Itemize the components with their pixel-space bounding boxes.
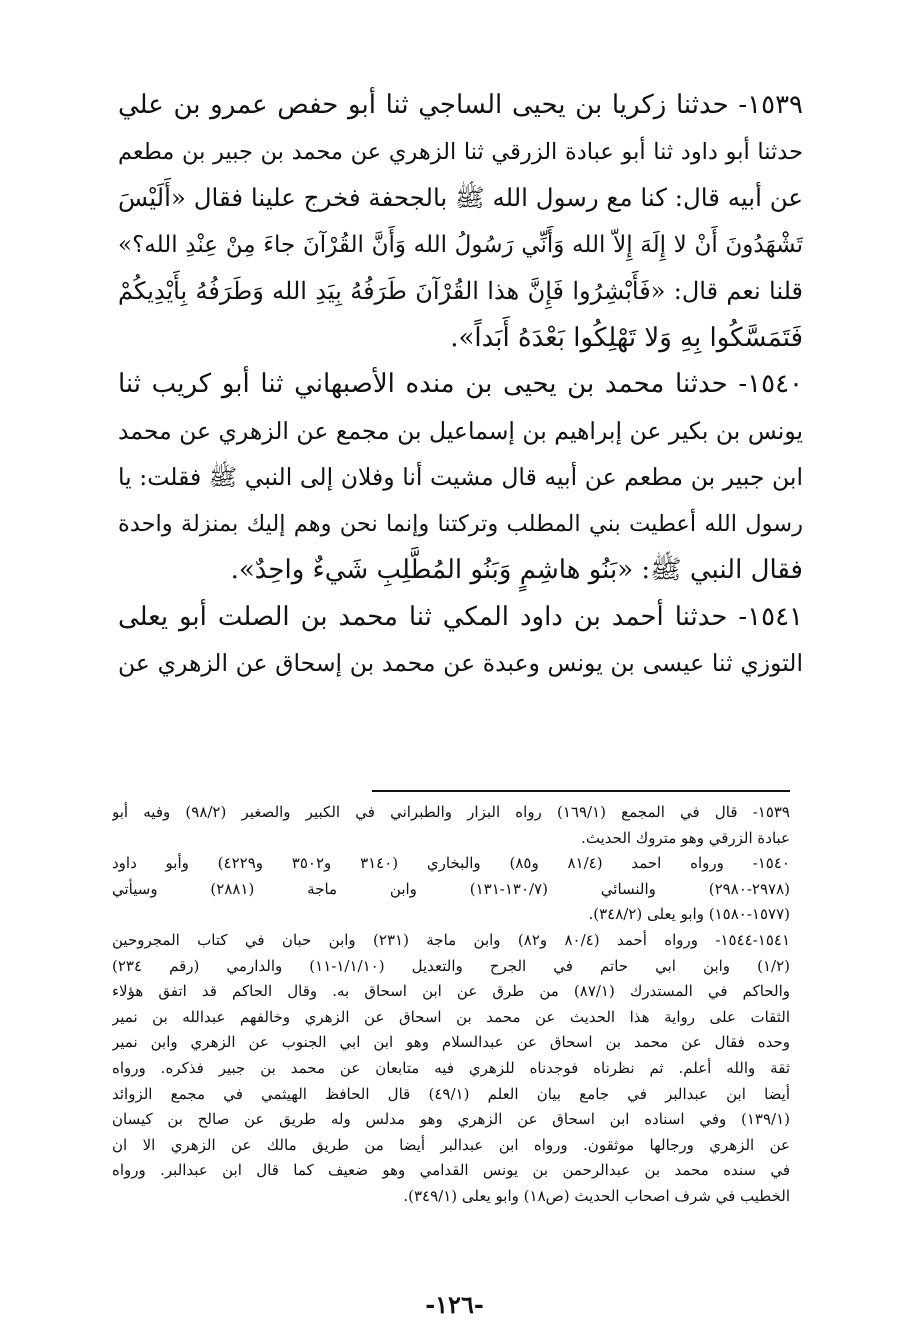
footnote-divider xyxy=(372,790,790,792)
footnote-line: والحاكم في المستدرك (٨٧/١) من طرق عن ابن اسحاق به. وقال الحاكم قد اتفق هؤلاء xyxy=(112,982,790,1001)
footnote-line: ١٥٤٠- ورواه احمد (٨١/٤ و٨٥) والبخاري (٣١٤٠ و٣٥٠٢ و٤٢٢٩) وأبو داود xyxy=(112,854,790,873)
footnote-line: الخطيب في شرف اصحاب الحديث (ص١٨) وابو يعلى (٣٤٩/١). xyxy=(403,1186,790,1205)
text-line: تَشْهَدُونَ أَنْ لا إِلَهَ إِلاّ الله وَأَنِّي رَسُولُ الله وَأَنَّ القُرْآنَ جاءَ مِنْ عِنْدِ الله؟» xyxy=(118,231,803,258)
main-text xyxy=(118,82,803,687)
text-line: حدثنا أبو داود ثنا أبو عبادة الزرقي ثنا الزهري عن محمد بن جبير بن مطعم xyxy=(118,138,803,165)
text-line: عن أبيه قال: كنا مع رسول الله ﷺ بالجحفة فخرج علينا فقال «أَلَيْسَ xyxy=(118,183,803,212)
text-line: فقال النبي ﷺ: «بَنُو هاشِمٍ وَبَنُو المُطَّلِبِ شَيءٌ واحِدٌ». xyxy=(230,555,803,585)
text-line: التوزي ثنا عيسى بن يونس وعبدة عن محمد بن إسحاق عن الزهري عن xyxy=(118,649,803,677)
footnote-line: ١٥٣٩- قال في المجمع (١٦٩/١) رواه البزار والطبراني في الكبير والصغير (٩٨/٢) وفيه أبو xyxy=(112,803,790,821)
text-line: ابن جبير بن مطعم عن أبيه قال مشيت أنا وفلان إلى النبي ﷺ فقلت: يا xyxy=(118,463,803,491)
footnote-line: (٢٩٧٨-٢٩٨٠) والنسائي (١٣٠/٧-١٣١) وابن ماجة (٢٨٨١) وسيأتي xyxy=(112,879,790,898)
footnotes xyxy=(112,800,790,1210)
text-line: ١٥٤٠- حدثنا محمد بن يحيى بن منده الأصبهاني ثنا أبو كريب ثنا xyxy=(118,369,803,399)
text-line: يونس بن بكير عن إبراهيم بن إسماعيل بن مجمع عن الزهري عن محمد xyxy=(118,416,803,445)
footnote-line: في سنده محمد بن عبدالرحمن بن يونس القدامي وهو ضعيف كما قال ابن عبدالبر. ورواه xyxy=(112,1161,790,1180)
text-line: قلنا نعم قال: «فَأَبْشِرُوا فَإِنَّ هذا القُرْآنَ طَرَفُهُ بِيَدِ الله وَطَرَفُهُ بِأَيْدِيكُمْ xyxy=(118,277,803,305)
footnote-line: ثقة والله أعلم. ثم نظرناه فوجدناه للزهري فيه متابعان عن محمد بن جبير فذكره. ورواه xyxy=(112,1058,790,1077)
footnote-line: (١٥٧٧-١٥٨٠) وابو يعلى (٣٤٨/٢). xyxy=(588,905,790,924)
footnote-line: وحده فقال عن محمد بن اسحاق عن عبدالسلام وهو ابن ابي الجنوب عن الزهري وابن نمير xyxy=(112,1033,790,1052)
text-line: ١٥٤١- حدثنا أحمد بن داود المكي ثنا محمد بن الصلت أبو يعلى xyxy=(118,601,803,632)
footnote-line: (١/٢) وابن ابي حاتم في الجرح والتعديل (١/١/١٠-١١) والدارمي (رقم ٢٣٤) xyxy=(112,956,790,975)
text-line: رسول الله أعطيت بني المطلب وتركتنا وإنما نحن وهم إليك بمنزلة واحدة xyxy=(118,510,803,537)
footnote-line: أيضا ابن عبدالبر في جامع بيان العلم (٤٩/١) قال الحافظ الهيثمي في مجمع الزوائد xyxy=(112,1084,790,1103)
text-line: ١٥٣٩- حدثنا زكريا بن يحيى الساجي ثنا أبو حفص عمرو بن علي xyxy=(118,90,803,120)
page-number: -١٢٦- xyxy=(425,1290,484,1319)
footnote-line: عن الزهري ورجالها موثقون. ورواه ابن عبدالبر أيضا من طريق مالك عن الزهري الا ان xyxy=(112,1135,790,1154)
text-line: فَتَمَسَّكُوا بِهِ وَلا تَهْلِكُوا بَعْدَهُ أَبَداً». xyxy=(450,322,803,353)
footnote-line: ١٥٤١-١٥٤٤- ورواه أحمد (٨٠/٤ و٨٢) وابن ماجة (٢٣١) وابن حبان في كتاب المجروحين xyxy=(112,930,790,949)
footnote-line: (١٣٩/١) وفي اسناده ابن اسحاق عن الزهري وهو مدلس وله طريق عن صالح بن كيسان xyxy=(112,1110,790,1129)
footnote-line: الثقات على رواية هذا الحديث عن محمد بن اسحاق عن الزهري وخالفهم عبدالله بن نمير xyxy=(112,1007,790,1026)
footnote-line: عبادة الزرقي وهو متروك الحديث. xyxy=(581,828,790,847)
